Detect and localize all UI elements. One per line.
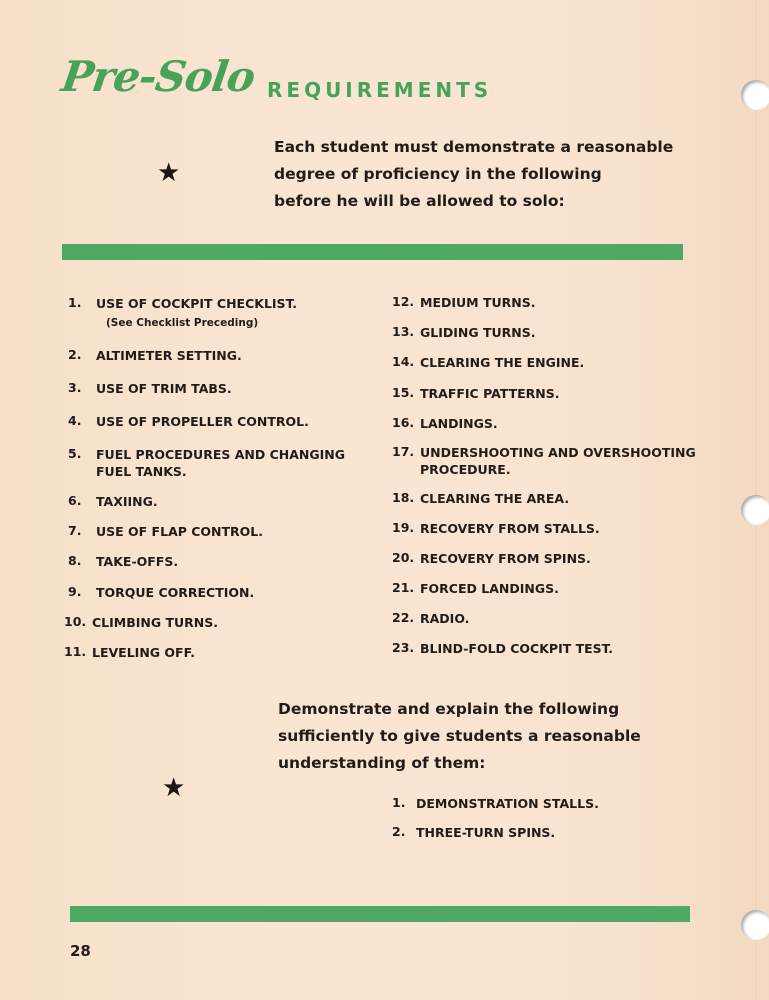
- intro-paragraph: [274, 134, 674, 215]
- demonstrate-line: Demonstrate and explain the following: [278, 700, 620, 718]
- binder-hole: [741, 495, 769, 525]
- list-item-note: (See Checklist Preceding): [106, 317, 259, 329]
- binder-hole: [741, 910, 769, 940]
- title-caps: REQUIREMENTS: [267, 78, 493, 102]
- divider-bar-bottom: [70, 906, 690, 922]
- intro-line: degree of proficiency in the following: [274, 165, 602, 183]
- page-number: 28: [70, 942, 91, 960]
- title-script: Pre-Solo: [58, 52, 258, 101]
- demonstrate-paragraph: [278, 696, 658, 777]
- intro-line: before he will be allowed to solo:: [274, 192, 565, 210]
- demonstrate-line: understanding of them:: [278, 754, 486, 772]
- demonstrate-line: sufficiently to give students a reasonable: [278, 727, 641, 745]
- star-icon: ★: [157, 158, 181, 188]
- document-page: Pre-Solo REQUIREMENTS ★ Each student must demonstrate a reasonable degree of proficiency in the following before he will be allowed to solo: 1. USE OF COCKPIT CHECKLIST. (See Checklist Preceding) 2. ALTIMETER SETTING. 3. USE OF TRIM TABS. 4. USE OF PROPELLER CONTROL. 5. FUEL PROCEDURES AND CHANGING FUEL TANKS. 6. TAXIING. 7. USE OF FLAP CONTROL. 8. TAKE-OFFS. 9. TORQUE CORRECTION. 10. CLIMBING TURNS. 11. LEVELING OFF. 12. MEDIUM TURNS. 13. GLIDING TURNS. 14. CLEARING THE ENGINE. 15. TRAFFIC PATTERNS. 16. LANDINGS. 17. UNDERSHOOTING AND OVERSHOOTING PROCEDURE. 18. CLEARING THE AREA. 19. RECOVERY FROM STALLS. 20. RECOVERY FROM SPINS. 21. FORCED LANDINGS. 22. RADIO. 23. BLIND-FOLD COCKPIT TEST. Demonstrate and explain the following sufficiently to give students a reasonable understanding of them: ★ 1. DEMONSTRATION STALLS. 2. THREE-TURN SPINS. 28: [0, 0, 769, 1000]
- star-icon: ★: [162, 773, 186, 803]
- binder-hole: [741, 80, 769, 110]
- divider-bar-top: [62, 244, 683, 260]
- intro-line: Each student must demonstrate a reasonable: [274, 138, 674, 156]
